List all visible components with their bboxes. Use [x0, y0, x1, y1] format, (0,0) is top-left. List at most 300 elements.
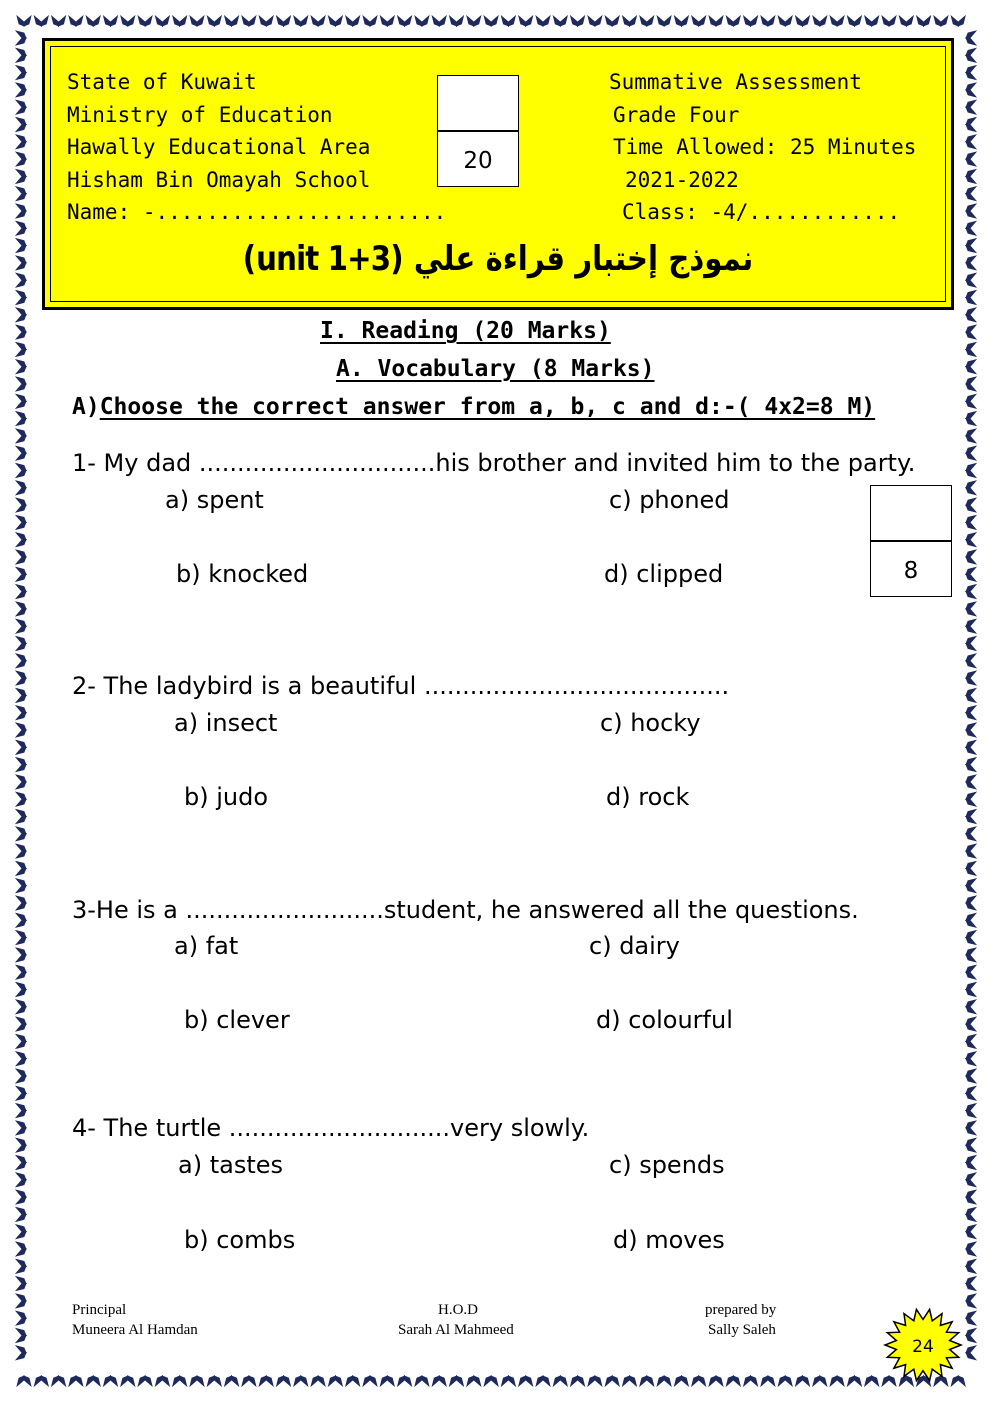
- border-bird-icon: [571, 1375, 585, 1386]
- border-bird-icon: [16, 1346, 27, 1360]
- border-bird-icon: [796, 1375, 810, 1386]
- border-bird-icon: [965, 291, 976, 305]
- q1-option-b[interactable]: b) knocked: [176, 560, 309, 588]
- border-bird-icon: [16, 187, 27, 201]
- border-bird-icon: [965, 1086, 976, 1100]
- border-bird-icon: [965, 256, 976, 270]
- border-bird-icon: [744, 1375, 758, 1386]
- border-bird-icon: [16, 48, 27, 62]
- border-bird-icon: [778, 16, 792, 27]
- border-bird-icon: [726, 16, 740, 27]
- border-bird-icon: [294, 1375, 308, 1386]
- border-bird-icon: [965, 671, 976, 685]
- border-bird-icon: [16, 688, 27, 702]
- border-bird-icon: [16, 827, 27, 841]
- border-bird-icon: [965, 602, 976, 616]
- q2-option-c[interactable]: c) hocky: [600, 709, 701, 737]
- border-bird-icon: [16, 1190, 27, 1204]
- border-bird-icon: [16, 706, 27, 720]
- border-bird-icon: [965, 48, 976, 62]
- border-bird-icon: [16, 1207, 27, 1221]
- border-bird-icon: [346, 16, 360, 27]
- border-bird-icon: [16, 913, 27, 927]
- border-bird-icon: [363, 16, 377, 27]
- q1-option-c[interactable]: c) phoned: [609, 486, 730, 514]
- border-bird-icon: [744, 16, 758, 27]
- border-bird-icon: [965, 100, 976, 114]
- border-bird-icon: [380, 16, 394, 27]
- border-bird-icon: [965, 1156, 976, 1170]
- border-bird-icon: [484, 16, 498, 27]
- border-bird-icon: [709, 1375, 723, 1386]
- border-bird-icon: [16, 377, 27, 391]
- border-bird-icon: [259, 1375, 273, 1386]
- border-bird-icon: [623, 1375, 637, 1386]
- border-bird-icon: [16, 1069, 27, 1083]
- border-bird-icon: [69, 16, 83, 27]
- border-bird-icon: [965, 1294, 976, 1308]
- border-bird-icon: [16, 965, 27, 979]
- border-bird-icon: [16, 1329, 27, 1343]
- border-bird-icon: [104, 16, 118, 27]
- q2-option-d[interactable]: d) rock: [606, 783, 690, 811]
- border-bird-icon: [34, 16, 48, 27]
- border-bird-icon: [965, 464, 976, 478]
- total-score-box[interactable]: [437, 75, 519, 187]
- border-bird-icon: [52, 1375, 66, 1386]
- border-bird-icon: [16, 654, 27, 668]
- border-bird-icon: [16, 239, 27, 253]
- vocab-score-divider: [871, 540, 951, 542]
- border-bird-icon: [640, 16, 654, 27]
- border-bird-icon: [16, 550, 27, 564]
- border-bird-icon: [965, 688, 976, 702]
- border-bird-icon: [16, 394, 27, 408]
- border-bird-icon: [16, 360, 27, 374]
- border-bird-icon: [965, 533, 976, 547]
- border-bird-icon: [965, 792, 976, 806]
- q4-option-a[interactable]: a) tastes: [178, 1151, 283, 1179]
- border-bird-icon: [16, 169, 27, 183]
- border-bird-icon: [16, 498, 27, 512]
- border-bird-icon: [16, 533, 27, 547]
- border-bird-icon: [155, 16, 169, 27]
- border-bird-icon: [173, 16, 187, 27]
- assessment-label: Summative Assessment: [609, 70, 862, 94]
- border-bird-icon: [86, 1375, 100, 1386]
- border-bird-icon: [242, 1375, 256, 1386]
- border-bird-icon: [965, 481, 976, 495]
- border-bird-icon: [16, 637, 27, 651]
- border-bird-icon: [16, 1017, 27, 1031]
- prepared-title: prepared by: [705, 1302, 777, 1318]
- border-bird-icon: [16, 775, 27, 789]
- border-bird-icon: [415, 16, 429, 27]
- grade-label: Grade Four: [613, 103, 740, 127]
- border-bird-icon: [16, 481, 27, 495]
- border-bird-icon: [813, 16, 827, 27]
- border-bird-icon: [16, 758, 27, 772]
- border-bird-icon: [363, 1375, 377, 1386]
- border-bird-icon: [965, 118, 976, 132]
- border-bird-icon: [16, 792, 27, 806]
- border-bird-icon: [16, 948, 27, 962]
- border-bird-icon: [692, 16, 706, 27]
- border-bird-icon: [294, 16, 308, 27]
- q1-option-d[interactable]: d) clipped: [604, 560, 724, 588]
- border-bird-icon: [965, 515, 976, 529]
- border-bird-icon: [726, 1375, 740, 1386]
- border-bird-icon: [965, 567, 976, 581]
- border-bird-icon: [16, 567, 27, 581]
- border-bird-icon: [917, 16, 931, 27]
- border-bird-icon: [965, 204, 976, 218]
- class-field[interactable]: Class: -4/............: [622, 200, 901, 224]
- q4-option-d[interactable]: d) moves: [613, 1226, 725, 1254]
- border-bird-icon: [965, 827, 976, 841]
- name-field[interactable]: Name: -.......................: [67, 200, 447, 224]
- border-bird-icon: [965, 810, 976, 824]
- border-bird-icon: [605, 16, 619, 27]
- border-bird-icon: [965, 152, 976, 166]
- q3-option-b[interactable]: b) clever: [184, 1006, 290, 1034]
- border-bird-icon: [86, 16, 100, 27]
- border-bird-icon: [346, 1375, 360, 1386]
- border-bird-icon: [761, 16, 775, 27]
- border-bird-icon: [588, 16, 602, 27]
- border-bird-icon: [965, 775, 976, 789]
- border-bird-icon: [16, 896, 27, 910]
- border-bird-icon: [16, 671, 27, 685]
- border-bird-icon: [536, 1375, 550, 1386]
- border-bird-icon: [965, 706, 976, 720]
- border-bird-icon: [965, 948, 976, 962]
- border-bird-icon: [16, 31, 27, 45]
- border-bird-icon: [934, 16, 948, 27]
- year-label: 2021-2022: [625, 168, 739, 192]
- border-bird-icon: [965, 1311, 976, 1325]
- border-bird-icon: [121, 1375, 135, 1386]
- border-bird-icon: [16, 1000, 27, 1014]
- border-bird-icon: [640, 1375, 654, 1386]
- border-bird-icon: [965, 498, 976, 512]
- border-bird-icon: [16, 740, 27, 754]
- border-bird-icon: [965, 1207, 976, 1221]
- instruction-line: [72, 394, 875, 420]
- border-bird-icon: [16, 983, 27, 997]
- border-bird-icon: [450, 1375, 464, 1386]
- border-bird-icon: [16, 1294, 27, 1308]
- border-bird-icon: [17, 1375, 31, 1386]
- border-bird-icon: [16, 66, 27, 80]
- score-divider: [438, 130, 518, 132]
- border-bird-icon: [16, 325, 27, 339]
- border-bird-icon: [965, 429, 976, 443]
- border-bird-icon: [965, 758, 976, 772]
- border-bird-icon: [277, 1375, 291, 1386]
- border-bird-icon: [207, 1375, 221, 1386]
- border-bird-icon: [536, 16, 550, 27]
- border-bird-icon: [965, 931, 976, 945]
- border-bird-icon: [16, 429, 27, 443]
- border-bird-icon: [311, 1375, 325, 1386]
- border-bird-icon: [415, 1375, 429, 1386]
- border-bird-icon: [450, 16, 464, 27]
- border-bird-icon: [16, 810, 27, 824]
- prepared-name: Sally Saleh: [708, 1322, 776, 1338]
- question-3: 3-He is a ..........................student, he answered all the questions.: [72, 896, 859, 924]
- border-bird-icon: [882, 16, 896, 27]
- time-label: Time Allowed: 25 Minutes: [613, 135, 917, 159]
- border-bird-icon: [104, 1375, 118, 1386]
- border-bird-icon: [796, 16, 810, 27]
- q4-option-b[interactable]: b) combs: [184, 1226, 296, 1254]
- border-bird-icon: [965, 861, 976, 875]
- border-bird-icon: [965, 1052, 976, 1066]
- border-bird-icon: [965, 740, 976, 754]
- border-bird-icon: [965, 1104, 976, 1118]
- q3-option-c[interactable]: c) dairy: [589, 932, 680, 960]
- border-bird-icon: [830, 1375, 844, 1386]
- border-bird-icon: [16, 221, 27, 235]
- border-bird-icon: [16, 619, 27, 633]
- border-bird-icon: [965, 325, 976, 339]
- question-4: 4- The turtle .............................very slowly.: [72, 1114, 590, 1142]
- border-bird-icon: [190, 16, 204, 27]
- border-bird-icon: [16, 879, 27, 893]
- border-bird-icon: [16, 1156, 27, 1170]
- border-bird-icon: [207, 16, 221, 27]
- border-bird-icon: [34, 1375, 48, 1386]
- area-label: Hawally Educational Area: [67, 135, 371, 159]
- border-bird-icon: [965, 394, 976, 408]
- border-bird-icon: [16, 308, 27, 322]
- border-bird-icon: [847, 1375, 861, 1386]
- border-bird-icon: [965, 965, 976, 979]
- border-bird-icon: [965, 879, 976, 893]
- border-bird-icon: [16, 135, 27, 149]
- border-bird-icon: [467, 1375, 481, 1386]
- border-bird-icon: [16, 585, 27, 599]
- border-bird-icon: [16, 342, 27, 356]
- border-bird-icon: [16, 446, 27, 460]
- border-bird-icon: [69, 1375, 83, 1386]
- school-label: Hisham Bin Omayah School: [67, 168, 371, 192]
- hod-title: H.O.D: [438, 1302, 478, 1318]
- principal-name: Muneera Al Hamdan: [72, 1322, 198, 1338]
- border-bird-icon: [965, 983, 976, 997]
- border-bird-icon: [847, 16, 861, 27]
- border-bird-icon: [16, 515, 27, 529]
- border-bird-icon: [965, 412, 976, 426]
- border-bird-icon: [965, 1346, 976, 1360]
- border-bird-icon: [16, 291, 27, 305]
- border-bird-icon: [398, 1375, 412, 1386]
- question-1: 1- My dad ...............................his brother and invited him to the party.: [72, 449, 916, 477]
- border-bird-icon: [965, 446, 976, 460]
- border-bird-icon: [830, 16, 844, 27]
- border-bird-icon: [16, 100, 27, 114]
- border-bird-icon: [605, 1375, 619, 1386]
- border-bird-icon: [965, 169, 976, 183]
- border-bird-icon: [657, 1375, 671, 1386]
- border-bird-icon: [965, 1225, 976, 1239]
- border-bird-icon: [16, 1104, 27, 1118]
- border-bird-icon: [16, 1052, 27, 1066]
- border-bird-icon: [16, 1225, 27, 1239]
- border-bird-icon: [965, 308, 976, 322]
- border-bird-icon: [16, 1173, 27, 1187]
- instruction-text: Choose the correct answer from a, b, c and d:-( 4x2=8 M): [99, 394, 876, 420]
- vocabulary-heading: A. Vocabulary (8 Marks): [336, 356, 655, 382]
- border-bird-icon: [17, 16, 31, 27]
- border-bird-icon: [16, 861, 27, 875]
- border-bird-icon: [16, 1034, 27, 1048]
- border-bird-icon: [657, 16, 671, 27]
- border-bird-icon: [16, 1121, 27, 1135]
- border-bird-icon: [16, 152, 27, 166]
- border-bird-icon: [965, 1277, 976, 1291]
- border-bird-icon: [623, 16, 637, 27]
- border-bird-icon: [865, 1375, 879, 1386]
- q1-option-a[interactable]: a) spent: [165, 486, 264, 514]
- border-bird-icon: [965, 1034, 976, 1048]
- border-bird-icon: [965, 637, 976, 651]
- border-bird-icon: [965, 550, 976, 564]
- border-bird-icon: [311, 16, 325, 27]
- state-label: State of Kuwait: [67, 70, 257, 94]
- q3-option-d[interactable]: d) colourful: [596, 1006, 733, 1034]
- border-bird-icon: [519, 1375, 533, 1386]
- vocab-score: 8: [903, 558, 919, 584]
- border-bird-icon: [16, 1311, 27, 1325]
- border-bird-icon: [965, 1242, 976, 1256]
- border-bird-icon: [709, 16, 723, 27]
- q4-option-c[interactable]: c) spends: [609, 1151, 725, 1179]
- border-bird-icon: [965, 239, 976, 253]
- border-bird-icon: [16, 1086, 27, 1100]
- border-bird-icon: [432, 16, 446, 27]
- border-bird-icon: [16, 464, 27, 478]
- border-bird-icon: [553, 16, 567, 27]
- border-bird-icon: [16, 1259, 27, 1273]
- vocab-score-box[interactable]: [870, 485, 952, 597]
- principal-title: Principal: [72, 1302, 127, 1318]
- border-bird-icon: [225, 16, 239, 27]
- question-2: 2- The ladybird is a beautiful ........................................: [72, 672, 730, 700]
- q3-option-a[interactable]: a) fat: [174, 932, 239, 960]
- border-bird-icon: [52, 16, 66, 27]
- border-bird-icon: [965, 896, 976, 910]
- page-number: 24: [912, 1337, 934, 1357]
- border-bird-icon: [965, 360, 976, 374]
- border-bird-icon: [965, 135, 976, 149]
- border-bird-icon: [965, 913, 976, 927]
- border-bird-icon: [242, 16, 256, 27]
- header-panel: [42, 38, 954, 310]
- border-bird-icon: [965, 1173, 976, 1187]
- border-bird-icon: [965, 1121, 976, 1135]
- border-bird-icon: [501, 1375, 515, 1386]
- border-bird-icon: [501, 16, 515, 27]
- border-bird-icon: [173, 1375, 187, 1386]
- border-bird-icon: [965, 83, 976, 97]
- border-bird-icon: [467, 16, 481, 27]
- border-bird-icon: [965, 31, 976, 45]
- border-bird-icon: [965, 723, 976, 737]
- border-bird-icon: [328, 16, 342, 27]
- border-bird-icon: [965, 221, 976, 235]
- border-bird-icon: [16, 273, 27, 287]
- border-bird-icon: [16, 412, 27, 426]
- border-bird-icon: [16, 1242, 27, 1256]
- border-bird-icon: [965, 654, 976, 668]
- border-bird-icon: [571, 16, 585, 27]
- border-bird-icon: [965, 1329, 976, 1343]
- instruction-prefix: A): [72, 394, 100, 420]
- border-bird-icon: [813, 1375, 827, 1386]
- page-number-badge: [880, 1305, 966, 1385]
- border-bird-icon: [16, 602, 27, 616]
- border-bird-icon: [16, 1277, 27, 1291]
- border-bird-icon: [965, 1069, 976, 1083]
- border-bird-icon: [965, 187, 976, 201]
- border-bird-icon: [965, 1190, 976, 1204]
- border-bird-icon: [965, 1000, 976, 1014]
- q2-option-a[interactable]: a) insect: [174, 709, 278, 737]
- border-bird-icon: [761, 1375, 775, 1386]
- border-bird-icon: [588, 1375, 602, 1386]
- border-bird-icon: [965, 1138, 976, 1152]
- border-bird-icon: [16, 256, 27, 270]
- border-bird-icon: [277, 16, 291, 27]
- border-bird-icon: [965, 1259, 976, 1273]
- border-bird-icon: [16, 83, 27, 97]
- border-bird-icon: [484, 1375, 498, 1386]
- border-bird-icon: [138, 16, 152, 27]
- border-bird-icon: [121, 16, 135, 27]
- border-bird-icon: [190, 1375, 204, 1386]
- border-bird-icon: [16, 723, 27, 737]
- border-bird-icon: [965, 619, 976, 633]
- border-bird-icon: [380, 1375, 394, 1386]
- total-score: 20: [463, 148, 493, 174]
- hod-name: Sarah Al Mahmeed: [398, 1322, 514, 1338]
- q2-option-b[interactable]: b) judo: [184, 783, 269, 811]
- border-bird-icon: [899, 16, 913, 27]
- border-bird-icon: [965, 377, 976, 391]
- border-bird-icon: [225, 1375, 239, 1386]
- border-bird-icon: [865, 16, 879, 27]
- reading-heading: I. Reading (20 Marks): [320, 318, 611, 344]
- border-bird-icon: [965, 273, 976, 287]
- border-bird-icon: [951, 16, 965, 27]
- border-bird-icon: [259, 16, 273, 27]
- border-bird-icon: [16, 204, 27, 218]
- arabic-title: نموذج إختبار قراءة علي (unit 1+3): [242, 239, 754, 279]
- border-bird-icon: [16, 1138, 27, 1152]
- border-bird-icon: [778, 1375, 792, 1386]
- border-bird-icon: [155, 1375, 169, 1386]
- border-bird-icon: [674, 16, 688, 27]
- border-bird-icon: [674, 1375, 688, 1386]
- border-bird-icon: [965, 585, 976, 599]
- border-bird-icon: [398, 16, 412, 27]
- border-bird-icon: [965, 66, 976, 80]
- border-bird-icon: [138, 1375, 152, 1386]
- border-bird-icon: [328, 1375, 342, 1386]
- border-bird-icon: [965, 1017, 976, 1031]
